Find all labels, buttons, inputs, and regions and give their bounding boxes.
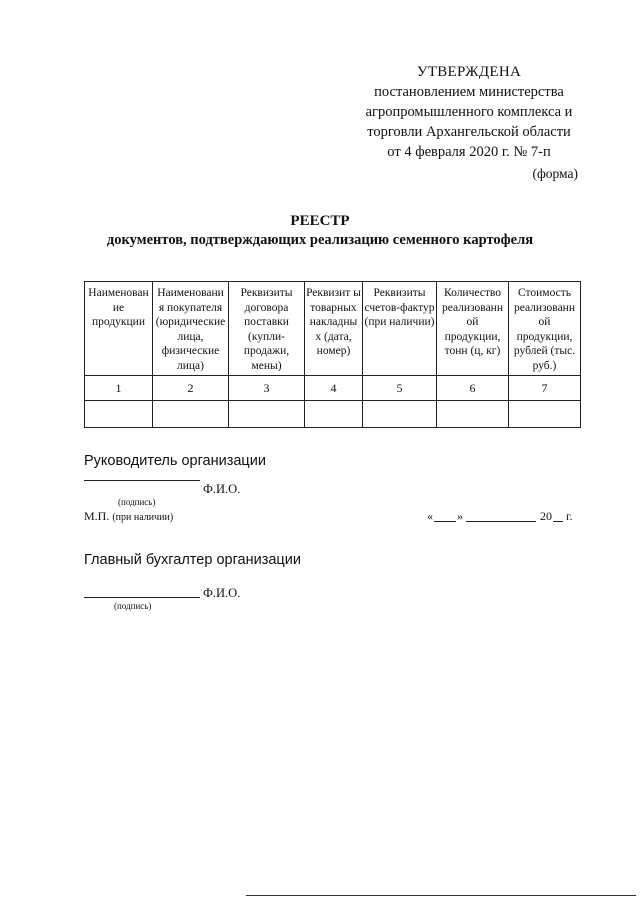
accountant-fio-label: Ф.И.О. [203,586,241,600]
table-cell [229,401,305,428]
date-open-quote: « [427,509,433,523]
column-number: 6 [437,376,509,401]
column-number: 5 [363,376,437,401]
page-bottom-rule [246,895,636,896]
column-number: 2 [153,376,229,401]
registry-table [84,281,581,428]
seal-text: М.П. [84,509,110,523]
column-header: Наименован ие продукции [85,282,153,376]
seal-note: (при наличии) [112,512,174,523]
column-header: Реквизиты договора поставки (купли-продажи, мены) [229,282,305,376]
approval-title: УТВЕРЖДЕНА [416,64,522,80]
table-cell [437,401,509,428]
approval-line: агропромышленного комплекса и [365,104,573,120]
approval-line: постановлением министерства [374,84,564,100]
column-header: Количество реализованн ой продукции, тонн (ц, кг) [437,282,509,376]
table-row [85,401,581,428]
column-number-row [85,376,581,401]
column-header: Стоимость реализованн ой продукции, рублей (тыс. руб.) [509,282,581,376]
accountant-signature-heading: Главный бухгалтер организации [84,552,301,568]
head-signature-caption: (подпись) [118,497,156,507]
approval-line: от 4 февраля 2020 г. № 7-п [387,144,551,160]
date-day-line [434,521,456,522]
column-number: 1 [85,376,153,401]
table-cell [85,401,153,428]
table-header-row [85,282,581,376]
table-cell [153,401,229,428]
approval-block [350,62,588,162]
date-year-prefix: 20 [540,509,552,523]
accountant-signature-caption: (подпись) [114,601,152,611]
document-title: РЕЕСТР [290,213,350,229]
column-number: 4 [305,376,363,401]
approval-line: торговли Архангельской области [367,124,571,140]
date-year-line [553,521,563,522]
table-cell [305,401,363,428]
accountant-signature-line [84,597,200,598]
seal-label [84,509,173,524]
form-label: (форма) [532,166,578,181]
head-fio-label: Ф.И.О. [203,482,241,496]
column-header: Реквизиты счетов-фактур (при наличии) [363,282,437,376]
head-signature-heading: Руководитель организации [84,453,266,469]
table-cell [363,401,437,428]
document-subtitle: документов, подтверждающих реализацию семенного картофеля [106,232,534,248]
column-number: 3 [229,376,305,401]
head-signature-line [84,480,200,481]
column-number: 7 [509,376,581,401]
table-cell [509,401,581,428]
date-month-line [466,521,536,522]
date-year-suffix: г. [566,509,573,523]
date-close-quote: » [457,509,463,523]
column-header: Реквизит ы товарных накладны х (дата, номер) [305,282,363,376]
column-header: Наименовани я покупателя (юридические лица, физические лица) [153,282,229,376]
